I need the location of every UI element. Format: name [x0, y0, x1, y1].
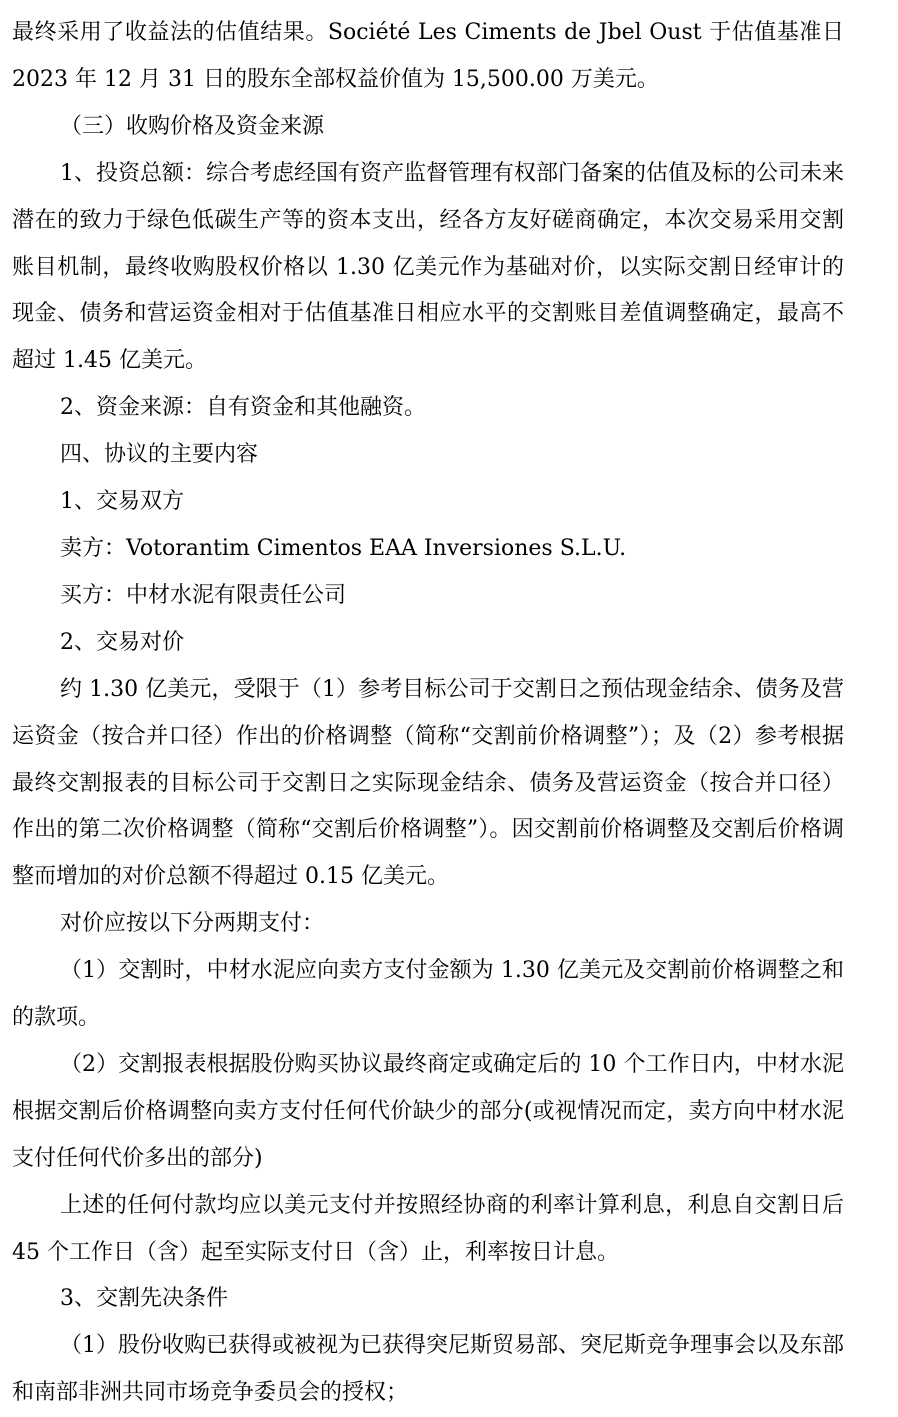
paragraph-payment-intro: 对价应按以下分两期支付： [60, 911, 325, 937]
heading-agreement-main-content: 四、协议的主要内容 [60, 442, 259, 468]
paragraph-consideration-detail: 约 1.30 亿美元，受限于（1）参考目标公司于交割日之预估现金结余、债务及营运资金（按合并口径）作出的价格调整（简称“交割前价格调整”）；及（2）参考根据最终交割报表的目标公司于交割日之实际现金结余、债务及营运资金（按合并口径）作出的第二次价格调整（简称“交割后价格调整”）。因交割前价格调整及交割后价格调整而增加的对价总额不得超过 0.15 亿美元。 [12, 676, 844, 890]
paragraph-funding-source: 2、资金来源：自有资金和其他融资。 [60, 395, 426, 421]
paragraph-total-investment: 1、投资总额：综合考虑经国有资产监督管理有权部门备案的估值及标的公司未来潜在的致力于绿色低碳生产等的资本支出，经各方友好磋商确定，本次交易采用交割账目机制，最终收购股权价格以 1.30 亿美元作为基础对价，以实际交割日经审计的现金、债务和营运资金相对于估值基准日相应水平的交割账目差值调整确定，最高不超过 1.45 亿美元。 [12, 160, 844, 374]
paragraph-valuation-conclusion: 最终采用了收益法的估值结果。Société Les Ciments de Jbel Oust 于估值基准日 2023 年 12 月 31 日的股东全部权益价值为 15,500.00 万美元。 [12, 20, 844, 92]
heading-transaction-parties: 1、交易双方 [60, 489, 184, 515]
heading-purchase-price-and-funding: （三）收购价格及资金来源 [60, 113, 325, 139]
paragraph-condition-1: （1）股份收购已获得或被视为已获得突尼斯贸易部、突尼斯竞争理事会以及东部和南部非洲共同市场竞争委员会的授权； [12, 1333, 844, 1406]
paragraph-interest-terms: 上述的任何付款均应以美元支付并按照经协商的利率计算利息，利息自交割日后 45 个工作日（含）起至实际支付日（含）止，利率按日计息。 [12, 1192, 844, 1265]
paragraph-payment-1: （1）交割时，中材水泥应向卖方支付金额为 1.30 亿美元及交割前价格调整之和的款项。 [12, 958, 844, 1031]
paragraph-payment-2: （2）交割报表根据股份购买协议最终商定或确定后的 10 个工作日内，中材水泥根据交割后价格调整向卖方支付任何代价缺少的部分(或视情况而定，卖方向中材水泥支付任何代价多出的部分) [12, 1051, 844, 1171]
paragraph-buyer: 买方：中材水泥有限责任公司 [60, 582, 347, 608]
heading-closing-conditions: 3、交割先决条件 [60, 1286, 228, 1312]
heading-transaction-consideration: 2、交易对价 [60, 629, 184, 655]
document-page [12, 10, 844, 1417]
paragraph-seller: 卖方：Votorantim Cimentos EAA Inversiones S.L.U. [60, 535, 627, 561]
